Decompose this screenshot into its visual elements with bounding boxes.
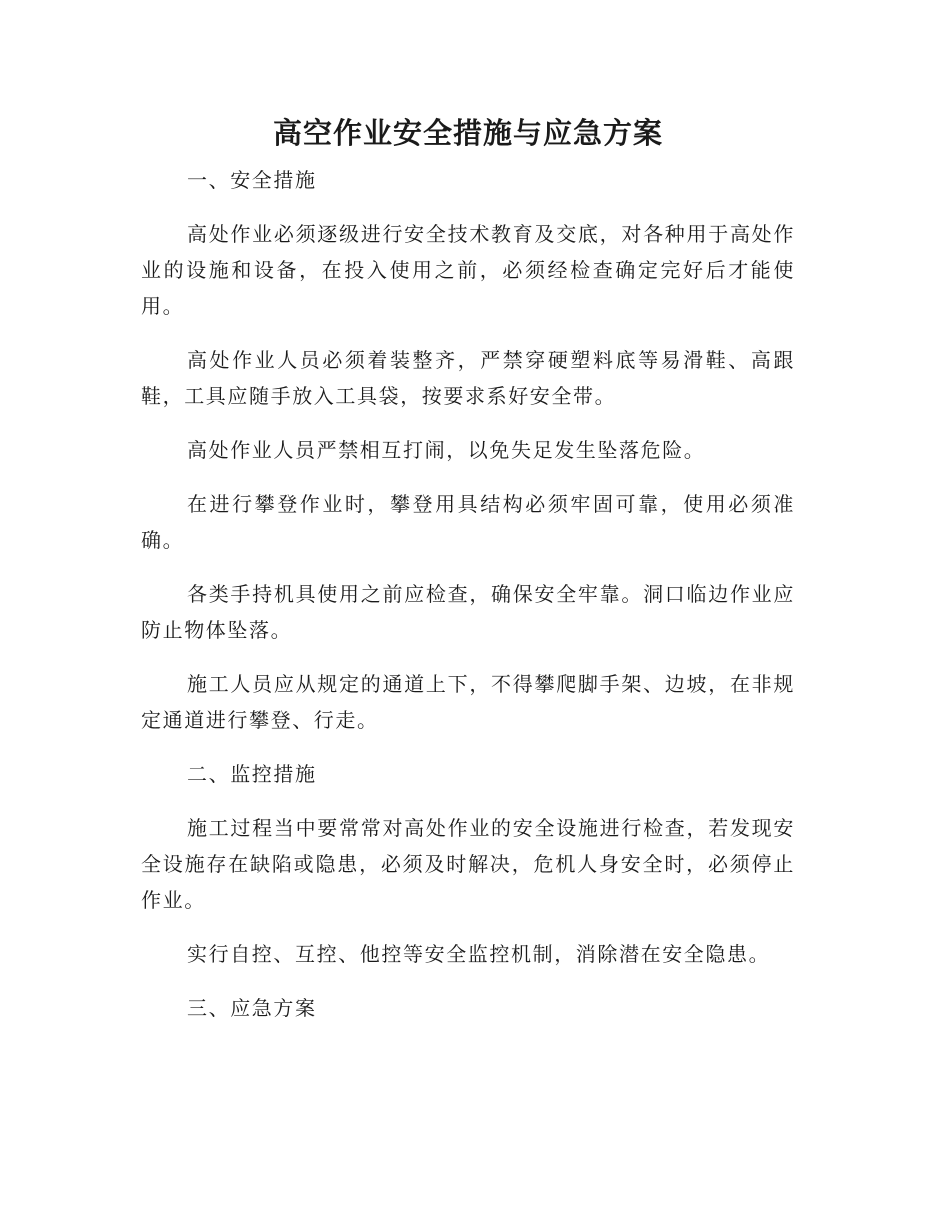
paragraph: 施工人员应从规定的通道上下，不得攀爬脚手架、边坡，在非规定通道进行攀登、行走。 bbox=[141, 672, 795, 732]
section-heading-emergency: 三、应急方案 bbox=[187, 996, 317, 1020]
section-heading-monitoring: 二、监控措施 bbox=[187, 762, 317, 786]
paragraph: 实行自控、互控、他控等安全监控机制，消除潜在安全隐患。 bbox=[187, 942, 771, 966]
document-page bbox=[141, 112, 795, 1044]
paragraph: 在进行攀登作业时，攀登用具结构必须牢固可靠，使用必须准确。 bbox=[141, 492, 795, 552]
document-title: 高空作业安全措施与应急方案 bbox=[272, 116, 663, 150]
paragraph: 施工过程当中要常常对高处作业的安全设施进行检查，若发现安全设施存在缺陷或隐患，必须及时解决，危机人身安全时，必须停止作业。 bbox=[141, 816, 795, 912]
section-heading-safety: 一、安全措施 bbox=[187, 168, 317, 192]
paragraph: 高处作业人员必须着装整齐，严禁穿硬塑料底等易滑鞋、高跟鞋，工具应随手放入工具袋，按要求系好安全带。 bbox=[141, 348, 795, 408]
paragraph: 高处作业必须逐级进行安全技术教育及交底，对各种用于高处作业的设施和设备，在投入使用之前，必须经检查确定完好后才能使用。 bbox=[141, 222, 795, 318]
paragraph: 高处作业人员严禁相互打闹，以免失足发生坠落危险。 bbox=[187, 438, 706, 462]
paragraph: 各类手持机具使用之前应检查，确保安全牢靠。洞口临边作业应防止物体坠落。 bbox=[141, 582, 795, 642]
